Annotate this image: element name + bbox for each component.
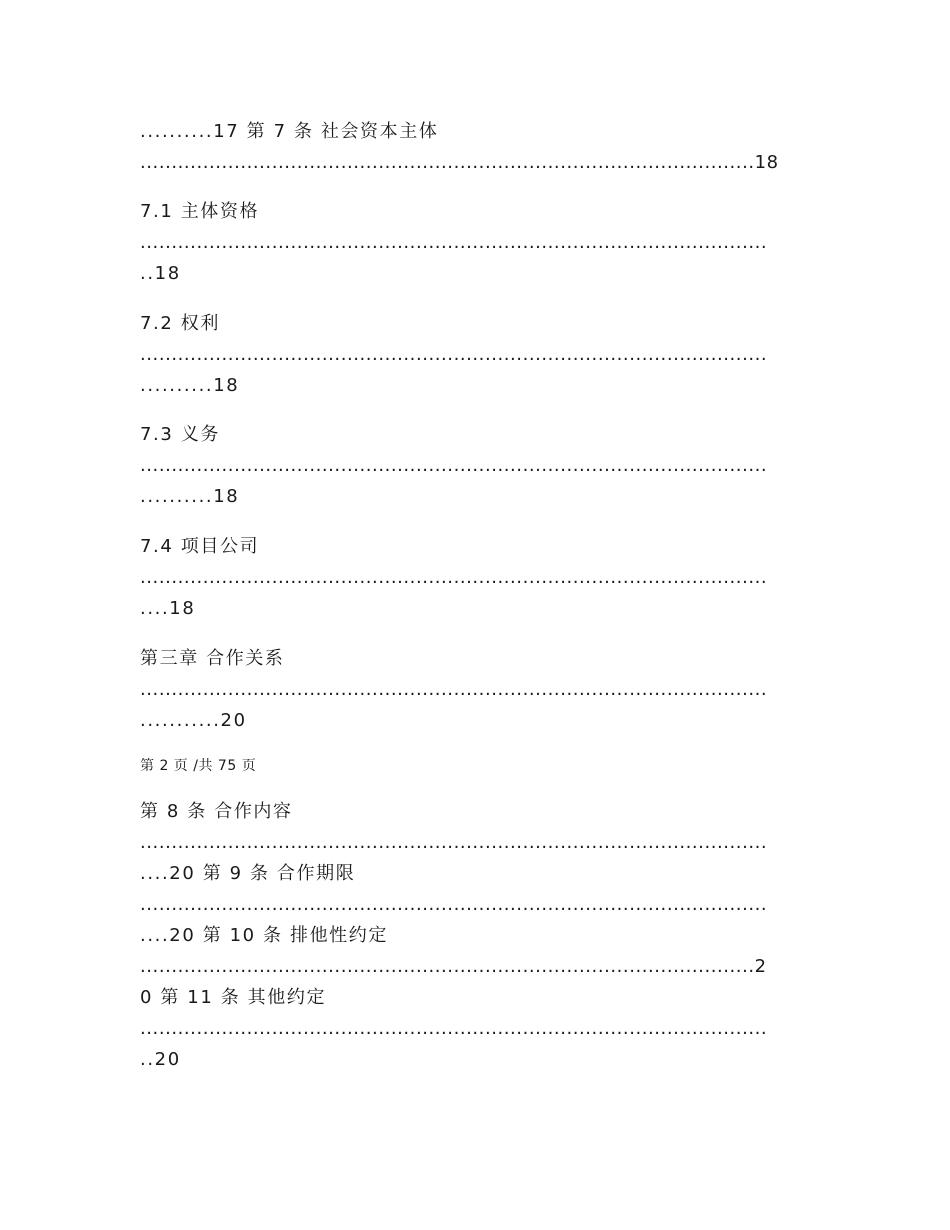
toc-line: ..........18 — [140, 486, 240, 507]
toc-line: 第 8 条 合作内容 — [140, 801, 293, 822]
toc-line: ..................................................................................................2 — [140, 956, 767, 977]
toc-line: ..18 — [140, 263, 181, 284]
toc-line: ..........18 — [140, 375, 240, 396]
toc-line: .................................................................................................... — [140, 1018, 768, 1039]
toc-line: 第三章 合作关系 — [140, 648, 285, 669]
toc-line: ....20 第 9 条 合作期限 — [140, 863, 356, 884]
toc-line: .................................................................................................... — [140, 894, 768, 915]
toc-line: ..20 — [140, 1049, 181, 1070]
page-number-footer: 第 2 页 /共 75 页 — [140, 758, 257, 774]
toc-line: ..........17 第 7 条 社会资本主体 — [140, 121, 439, 142]
toc-line: .................................................................................................... — [140, 567, 768, 588]
toc-line: ...........20 — [140, 710, 247, 731]
toc-line: 7.4 项目公司 — [140, 536, 260, 557]
toc-line: 7.1 主体资格 — [140, 201, 260, 222]
toc-line: 7.2 权利 — [140, 313, 220, 334]
toc-line: 7.3 义务 — [140, 424, 220, 445]
toc-line: 0 第 11 条 其他约定 — [140, 987, 327, 1008]
toc-line: .................................................................................................... — [140, 832, 768, 853]
toc-line: .................................................................................................... — [140, 455, 768, 476]
toc-line: ....18 — [140, 598, 196, 619]
toc-line: ....20 第 10 条 排他性约定 — [140, 925, 388, 946]
toc-line: .................................................................................................... — [140, 232, 768, 253]
toc-line: .................................................................................................... — [140, 679, 768, 700]
toc-line: ..................................................................................................18 — [140, 152, 779, 173]
toc-line: .................................................................................................... — [140, 344, 768, 365]
